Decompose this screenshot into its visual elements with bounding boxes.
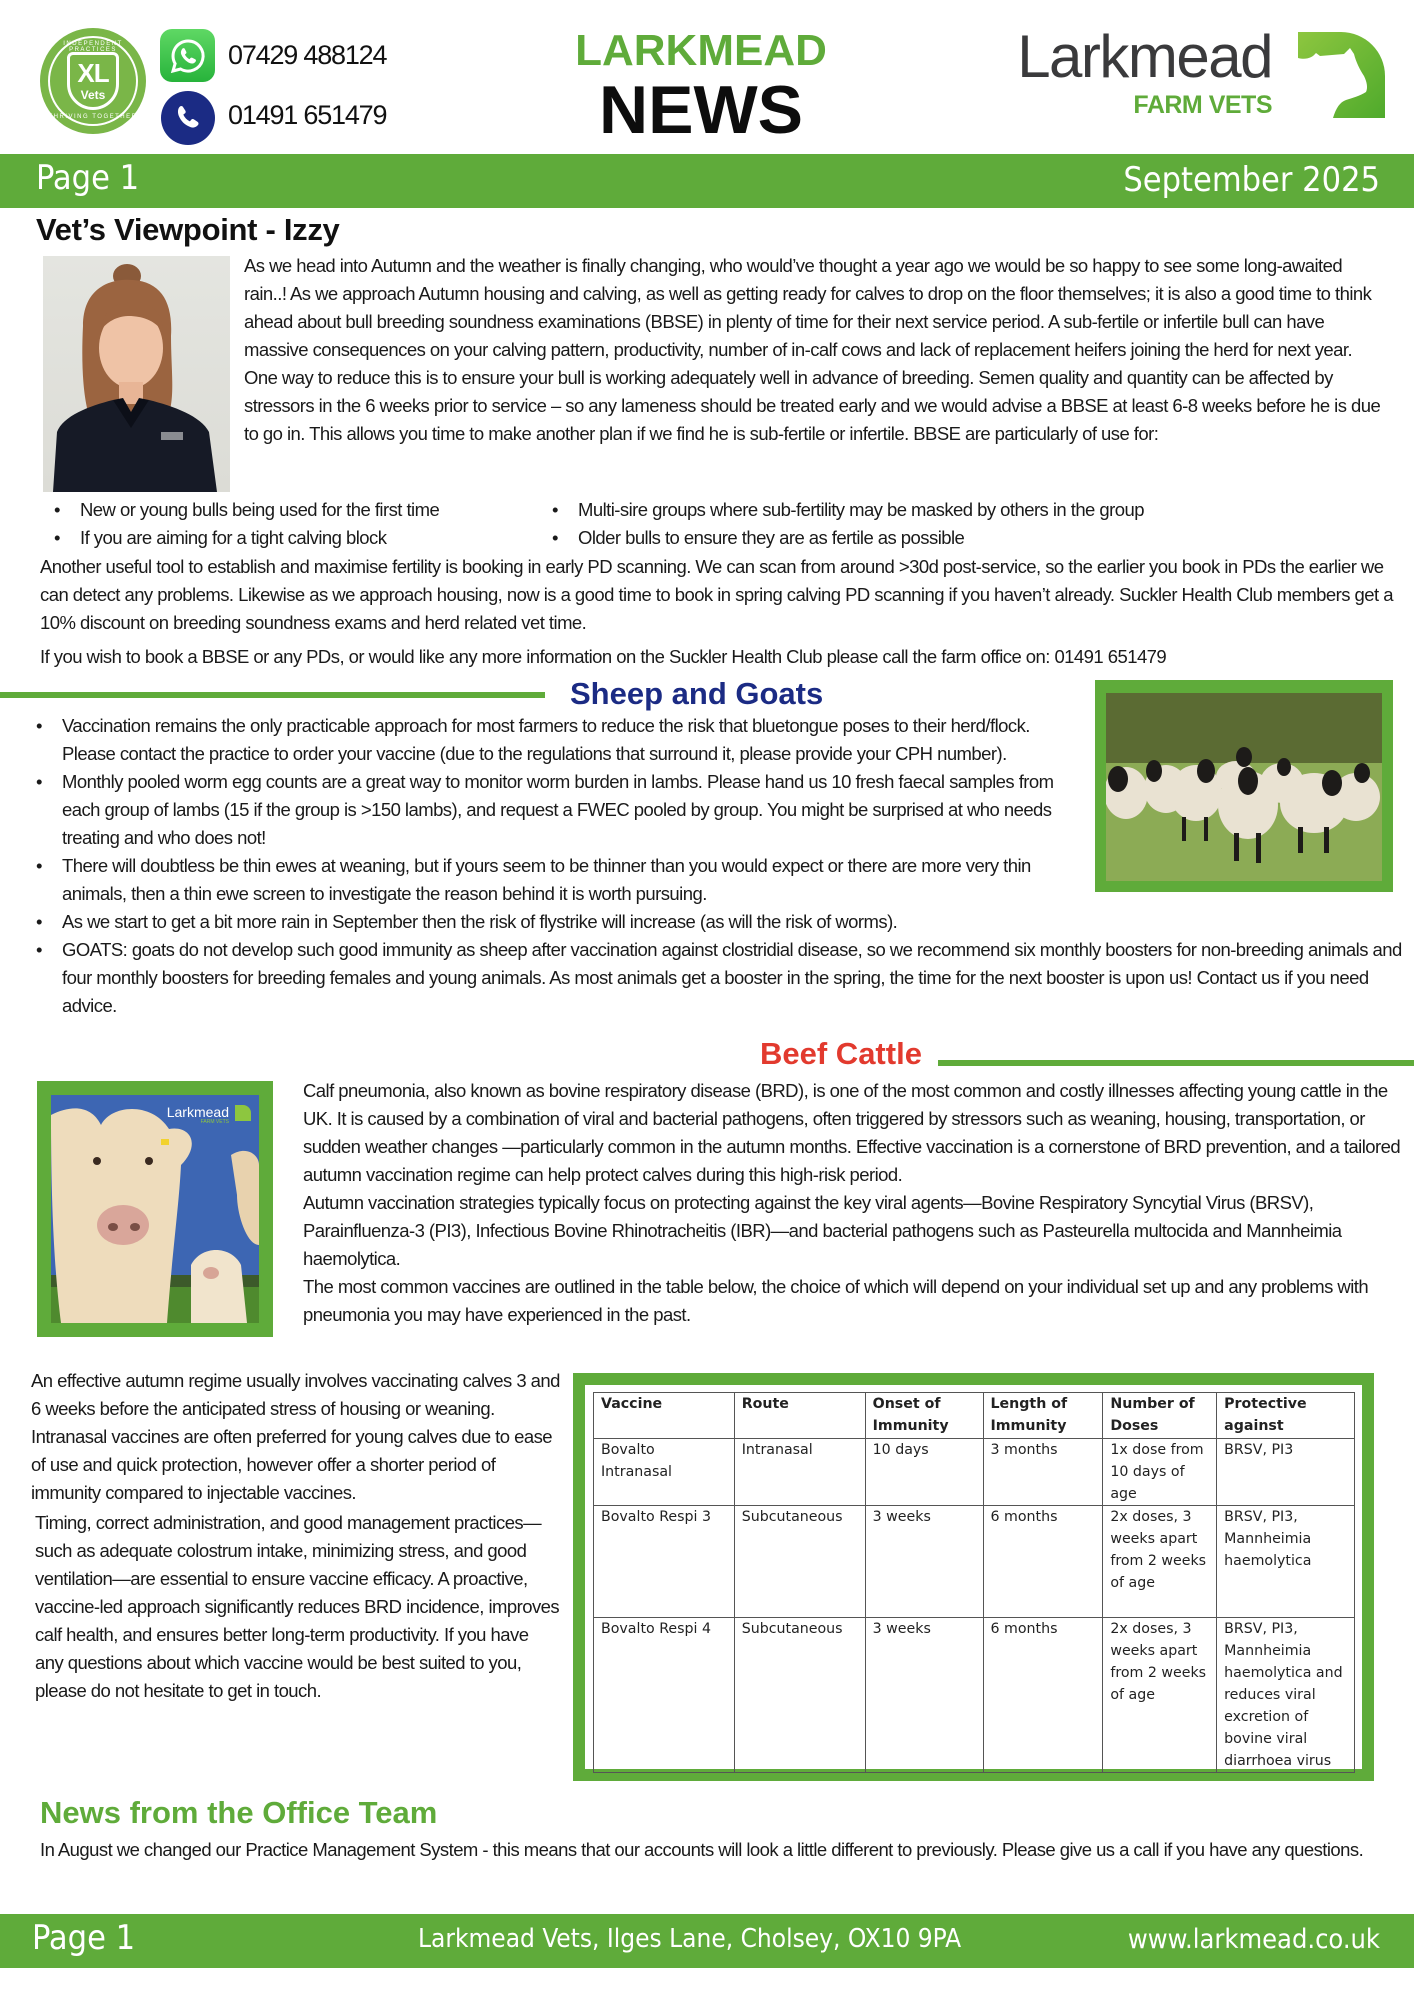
- cell-protective: BRSV, PI3, Mannheimia haemolytica and reduces viral excretion of bovine viral diarrhoea virus: [1217, 1618, 1355, 1773]
- cell-route: Intranasal: [734, 1439, 865, 1506]
- col-header: Onset of Immunity: [865, 1393, 983, 1439]
- cell-protective: BRSV, PI3: [1217, 1439, 1355, 1506]
- col-header: Number of Doses: [1103, 1393, 1217, 1439]
- cow-head-logo-icon: [1298, 32, 1385, 118]
- list-item: • Monthly pooled worm egg counts are a great way to monitor worm burden in lambs. Please hand us 10 fresh faecal samples from each group of lambs (15 if the group is >150 lambs), and request a FWEC pooled by group. You might be surprised at who needs treating and who does not!: [36, 768, 1086, 852]
- newsletter-title-top: LARKMEAD: [575, 26, 827, 75]
- cow-head-logo-icon: [235, 1105, 251, 1121]
- vaccine-table-frame: [573, 1373, 1374, 1781]
- cattle-photo: [51, 1095, 259, 1323]
- cell-vaccine: Bovalto Intranasal: [594, 1439, 735, 1506]
- badge-logo-text: XL: [77, 58, 109, 88]
- table-header-row: [594, 1393, 1355, 1439]
- cell-onset: 10 days: [865, 1439, 983, 1506]
- beef-cattle-regime-text: [31, 1367, 561, 1705]
- brand-subtitle: FARM VETS: [1133, 91, 1272, 119]
- list-item: • There will doubtless be thin ewes at weaning, but if yours seem to be thinner than you would expect or there are more very thin animals, then a thin ewe screen to investigate the reason behind it is worth pursuing.: [36, 852, 1086, 908]
- cell-length: 6 months: [983, 1618, 1103, 1773]
- badge-top-text: INDEPENDENT PRACTICES: [63, 41, 123, 53]
- sheep-goats-heading: Sheep and Goats: [570, 676, 824, 711]
- xl-vets-badge-icon: [40, 28, 146, 134]
- col-header: Length of Immunity: [983, 1393, 1103, 1439]
- list-item: • Multi-sire groups where sub-fertility may be masked by others in the group: [534, 496, 1144, 524]
- vaccine-table: [593, 1392, 1355, 1773]
- vets-viewpoint-intro: As we head into Autumn and the weather is finally changing, who would’ve thought a year ago we would be so happy to see some long-awaited rain..! As we approach Autumn housing and calving, as well as getting ready for calves to drop on the floor themselves; it is also a good time to think ahead about bull breeding soundness examinations (BBSE) in plenty of time for their next service period. A sub-fertile or infertile bull can have massive consequences on your calving pattern, productivity, number of in-calf cows and lack of replacement heifers joining the herd for next year. One way to reduce this is to ensure your bull is working adequately well in advance of breeding. Semen quality and quantity can be affected by stressors in the 6 weeks prior to service – so any lameness should be treated early and we would advise a BBSE at least 6-8 weeks before he is due to go in. This allows you time to make another plan if we find he is sub-fertile or infertile. BBSE are particularly of use for:: [244, 255, 1381, 444]
- vets-viewpoint-heading: Vet’s Viewpoint - Izzy: [36, 212, 340, 247]
- footer-banner: [0, 1914, 1414, 1968]
- cell-onset: 3 weeks: [865, 1506, 983, 1618]
- bbse-list-left: [36, 496, 534, 552]
- vets-viewpoint-para2: Another useful tool to establish and maximise fertility is booking in early PD scanning. We can scan from around >30d post-service, so the earlier you book in PDs the earlier we can detect any problems. Likewise as we approach housing, now is a good time to book in spring calving PD scanning if you haven’t already. Suckler Health Club members get a 10% discount on breeding soundness exams and herd related vet time.: [40, 556, 1393, 633]
- cattle-photo-frame: [37, 1081, 273, 1337]
- cell-route: Subcutaneous: [734, 1506, 865, 1618]
- beef-cattle-heading: Beef Cattle: [760, 1036, 922, 1071]
- list-item: • As we start to get a bit more rain in September then the risk of flystrike will increase (as will the risk of worms).: [36, 908, 1406, 936]
- cell-doses: 2x doses, 3 weeks apart from 2 weeks of age: [1103, 1618, 1217, 1773]
- col-header: Vaccine: [594, 1393, 735, 1439]
- cell-length: 3 months: [983, 1439, 1103, 1506]
- cell-doses: 2x doses, 3 weeks apart from 2 weeks of age: [1103, 1506, 1217, 1618]
- table-row: [594, 1439, 1355, 1506]
- phone-number[interactable]: 01491 651479: [228, 100, 387, 130]
- office-news-heading: News from the Office Team: [40, 1795, 438, 1830]
- footer-address: Larkmead Vets, Ilges Lane, Cholsey, OX10 9PA: [418, 1924, 962, 1954]
- regime-para-2: Timing, correct administration, and good management practices—such as adequate colostrum intake, minimizing stress, and good ventilation—are essential to ensure vaccine efficacy. A proactive, vaccine-led approach significantly reduces BRD incidence, improves calf health, and ensures better long-term productivity. If you have any questions about which vaccine would be best suited to you, please do not hesitate to get in touch.: [35, 1512, 560, 1701]
- vets-viewpoint-contact: If you wish to book a BBSE or any PDs, or would like any more information on the Suckler Health Club please call the farm office on: 01491 651479: [40, 646, 1167, 667]
- beef-para-3: The most common vaccines are outlined in the table below, the choice of which will depend on your individual set up and any problems with pneumonia you may have experienced in the past.: [303, 1276, 1369, 1325]
- cell-length: 6 months: [983, 1506, 1103, 1618]
- cell-route: Subcutaneous: [734, 1618, 865, 1773]
- cell-protective: BRSV, PI3, Mannheimia haemolytica: [1217, 1506, 1355, 1618]
- bbse-use-list: [36, 496, 1396, 552]
- badge-logo-sub: Vets: [80, 88, 106, 102]
- beef-cattle-text: [303, 1077, 1403, 1329]
- list-item: • Vaccination remains the only practicable approach for most farmers to reduce the risk that bluetongue poses to their herd/flock. Please contact the practice to order your vaccine (due to the regulations that surround it, please provide your CPH number).: [36, 712, 1086, 768]
- brand-name: Larkmead: [1017, 23, 1272, 90]
- top-banner: [0, 154, 1414, 208]
- beef-para-1: Calf pneumonia, also known as bovine respiratory disease (BRD), is one of the most common and costly illnesses affecting young cattle in the UK. It is caused by a combination of viral and bacterial pathogens, often triggered by stressors such as weaning, housing, transportation, or sudden weather changes —particularly common in the autumn months. Effective vaccination is a cornerstone of BRD prevention, and a tailored autumn vaccination regime can help protect calves during this high-risk period.: [303, 1080, 1401, 1185]
- beef-section-rule: [938, 1060, 1414, 1066]
- list-item: • New or young bulls being used for the first time: [36, 496, 534, 524]
- bbse-list-right: [534, 496, 1144, 552]
- regime-para-1: An effective autumn regime usually involves vaccinating calves 3 and 6 weeks before the anticipated stress of housing or weaning. Intranasal vaccines are often preferred for young calves due to ease of use and quick protection, however offer a shorter period of immunity compared to injectable vaccines.: [31, 1370, 560, 1503]
- cell-vaccine: Bovalto Respi 4: [594, 1618, 735, 1773]
- vet-photo: [43, 256, 230, 492]
- phone-icon[interactable]: [161, 91, 215, 145]
- cell-onset: 3 weeks: [865, 1618, 983, 1773]
- issue-date: September 2025: [1123, 160, 1380, 200]
- beef-para-2: Autumn vaccination strategies typically focus on protecting against the key viral agents—Bovine Respiratory Syncytial Virus (BRSV), Parainfluenza-3 (PI3), Infectious Bovine Rhinotracheitis (IBR)—and bacterial pathogens such as Pasteurella multocida and Mannheimia haemolytica.: [303, 1192, 1342, 1269]
- page-label: Page 1: [36, 158, 140, 198]
- col-header: Route: [734, 1393, 865, 1439]
- footer-website-link[interactable]: www.larkmead.co.uk: [1127, 1924, 1380, 1955]
- cell-vaccine: Bovalto Respi 3: [594, 1506, 735, 1618]
- list-item: • If you are aiming for a tight calving block: [36, 524, 534, 552]
- table-row: [594, 1506, 1355, 1618]
- list-item: • GOATS: goats do not develop such good immunity as sheep after vaccination against clostridial disease, so we recommend six monthly boosters for non-breeding animals and four monthly boosters for breeding females and young animals. As most animals get a booster in the spring, the time for the next booster is upon us! Contact us if you need advice.: [36, 936, 1406, 1020]
- office-news-text: In August we changed our Practice Management System - this means that our accounts will look a little different to previously. Please give us a call if you have any questions.: [40, 1839, 1364, 1860]
- badge-bottom-text: THRIVING TOGETHER: [48, 114, 138, 120]
- sheep-goats-list: [36, 712, 1406, 1020]
- cattle-photo-logo-sub: FARM VETS: [200, 1119, 229, 1125]
- table-row: [594, 1618, 1355, 1773]
- whatsapp-icon[interactable]: [160, 29, 215, 82]
- whatsapp-number[interactable]: 07429 488124: [228, 40, 387, 70]
- newsletter-title-main: NEWS: [599, 72, 803, 148]
- list-item: • Older bulls to ensure they are as fertile as possible: [534, 524, 1144, 552]
- col-header: Protective against: [1217, 1393, 1355, 1439]
- sheep-section-rule: [0, 692, 545, 698]
- cattle-photo-logo-text: Larkmead: [166, 1104, 229, 1120]
- cell-doses: 1x dose from 10 days of age: [1103, 1439, 1217, 1506]
- footer-page-label: Page 1: [32, 1918, 136, 1958]
